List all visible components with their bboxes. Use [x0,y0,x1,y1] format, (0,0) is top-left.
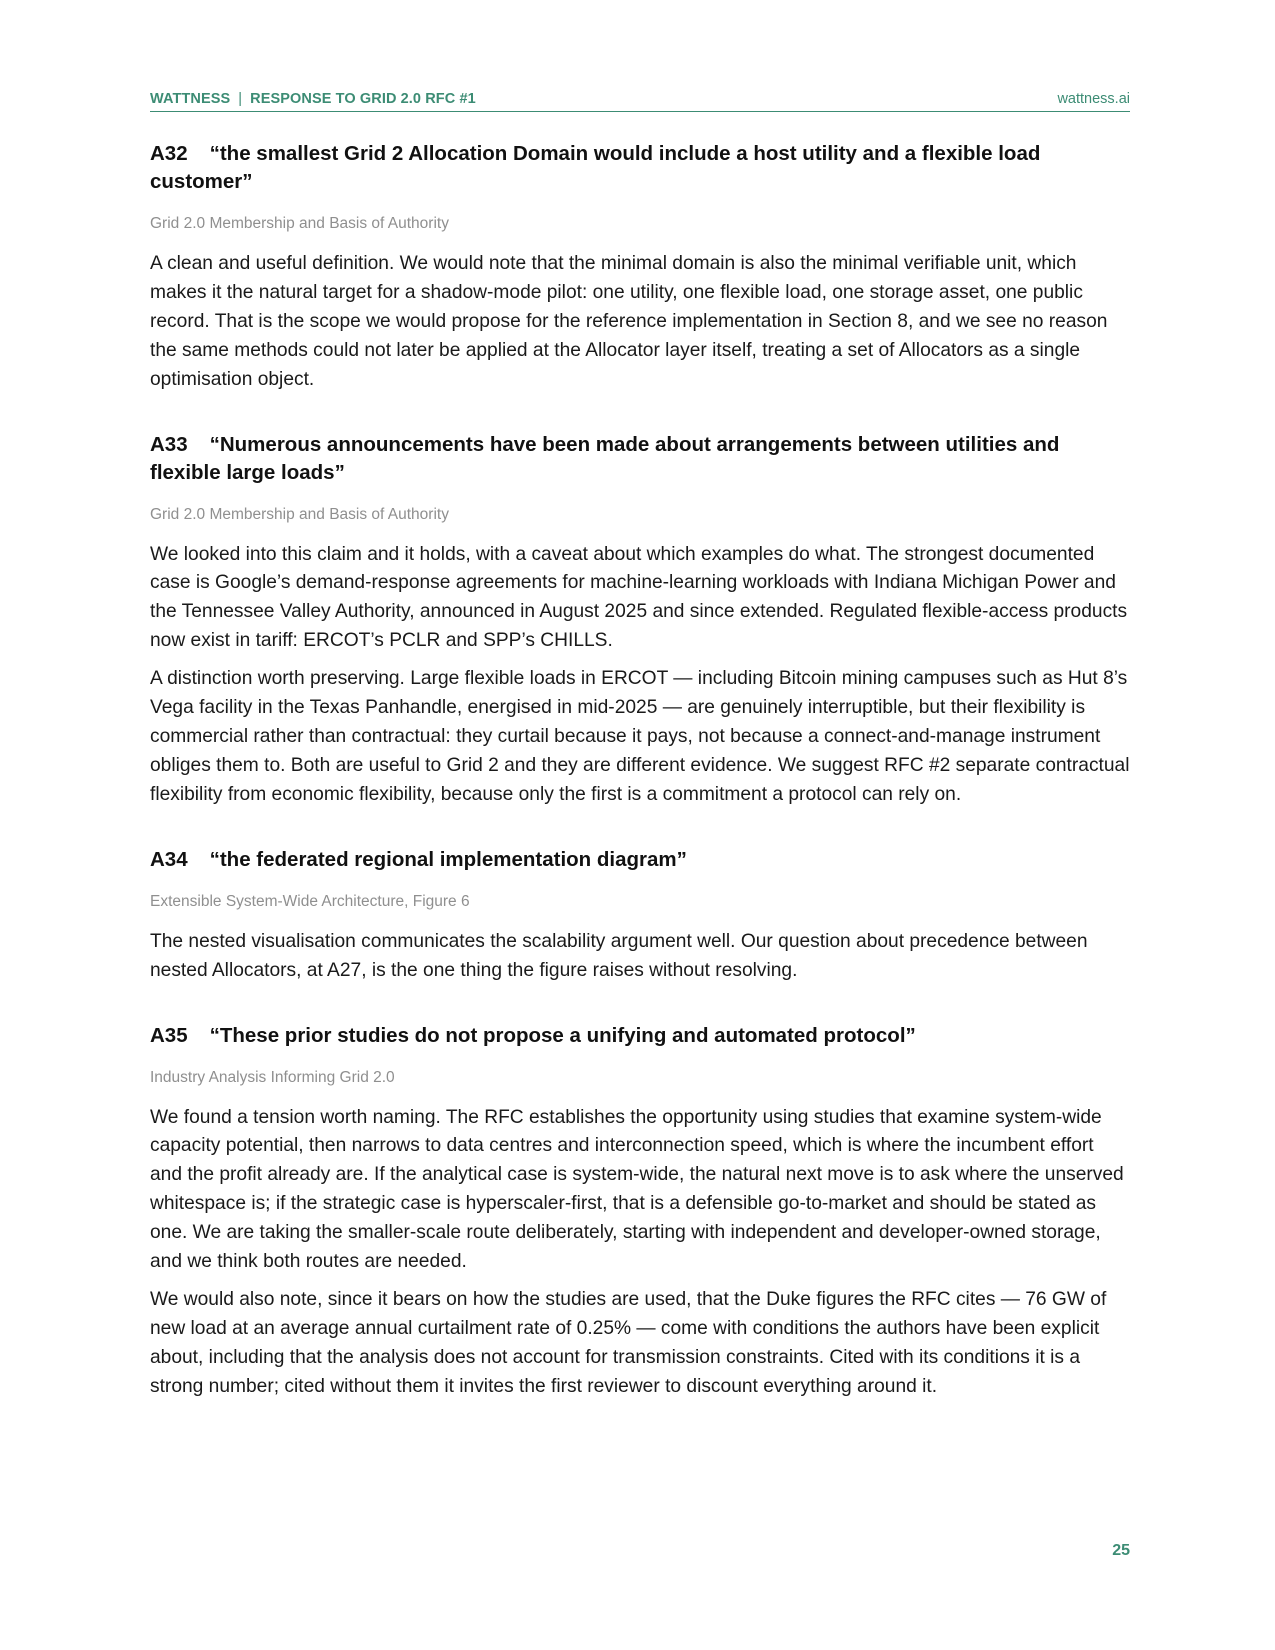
paragraph: We found a tension worth naming. The RFC establishes the opportunity using studies that examine system-wide capacity potential, then narrows to data centres and interconnection speed, which is where the incumbent effort and the profit already are. If the analytical case is system-wide, the natural next move is to ask where the unserved whitespace is; if the strategic case is hyperscaler-first, that is a defensible go-to-market and should be stated as one. We are taking the smaller-scale route deliberately, starting with independent and developer-owned storage, and we think both routes are needed. [150,1106,1124,1273]
section-heading [150,1022,1130,1050]
section-number: A32 [150,142,188,165]
paragraph: We looked into this claim and it holds, with a caveat about which examples do what. The strongest documented case is Google’s demand-response agreements for machine-learning workloads with Indiana Michigan Power and the Tennessee Valley Authority, announced in August 2025 and since extended. Regulated flexible-access products now exist in tariff: ERCOT’s PCLR and SPP’s CHILLS. [150,543,1128,652]
section-body [150,541,1130,810]
section-body [150,1104,1130,1402]
section-source: Grid 2.0 Membership and Basis of Authority [150,505,449,523]
section-title: “the federated regional implementation diagram” [209,847,687,871]
section-source: Grid 2.0 Membership and Basis of Authority [150,215,449,232]
section-number: A35 [150,1023,188,1047]
section-a33 [150,431,1130,810]
section-a35 [150,1022,1130,1402]
paragraph: A distinction worth preserving. Large flexible loads in ERCOT — including Bitcoin mining campuses such as Hut 8’s Vega facility in the Texas Panhandle, energised in mid-2025 — are genuinely interruptible, but their flexibility is commercial rather than contractual: they curtail because it pays, not because a connect-and-manage instrument obliges them to. Both are useful to Grid 2 and they are different evidence. We suggest RFC #2 separate contractual flexibility from economic flexibility, because only the first is a commitment a protocol can rely on. [150,668,1130,805]
section-body [150,928,1130,986]
section-title: “Numerous announcements have been made about arrangements between utilities and flexible large loads” [150,432,1060,484]
section-title: “the smallest Grid 2 Allocation Domain would include a host utility and a flexible load customer” [150,142,1041,193]
section-a34 [150,846,1130,986]
section-source: Extensible System-Wide Architecture, Figure 6 [150,892,470,910]
section-number: A33 [150,432,188,456]
section-source: Industry Analysis Informing Grid 2.0 [150,1068,395,1086]
section-heading [150,140,1130,196]
header-doc-title: RESPONSE TO GRID 2.0 RFC #1 [250,91,476,107]
page-number: 25 [1112,1542,1130,1559]
sections [150,140,1130,1438]
section-heading [150,846,1130,874]
header-separator: | [238,91,243,107]
section-number: A34 [150,847,188,871]
running-header [150,91,1130,112]
paragraph: We would also note, since it bears on how the studies are used, that the Duke figures the RFC cites — 76 GW of new load at an average annual curtailment rate of 0.25% — come with conditions the authors have been explicit about, including that the analysis does not account for transmission constraints. Cited with its conditions it is a strong number; cited without them it invites the first reviewer to discount everything around it. [150,1288,1107,1397]
paragraph: A clean and useful definition. We would note that the minimal domain is also the minimal verifiable unit, which makes it the natural target for a shadow-mode pilot: one utility, one flexible load, one storage asset, one public record. That is the scope we would propose for the reference implementation in Section 8, and we see no reason the same methods could not later be applied at the Allocator layer itself, treating a set of Allocators as a single optimisation object. [150,253,1108,390]
header-site-link[interactable]: wattness.ai [1057,91,1130,107]
section-a32 [150,140,1130,395]
section-title: “These prior studies do not propose a unifying and automated protocol” [209,1023,916,1047]
paragraph: The nested visualisation communicates the scalability argument well. Our question about precedence between nested Allocators, at A27, is the one thing the figure raises without resolving. [150,930,1088,981]
header-org: WATTNESS [150,91,231,107]
header-title [150,91,476,107]
section-body [150,250,1130,395]
section-heading [150,431,1130,487]
